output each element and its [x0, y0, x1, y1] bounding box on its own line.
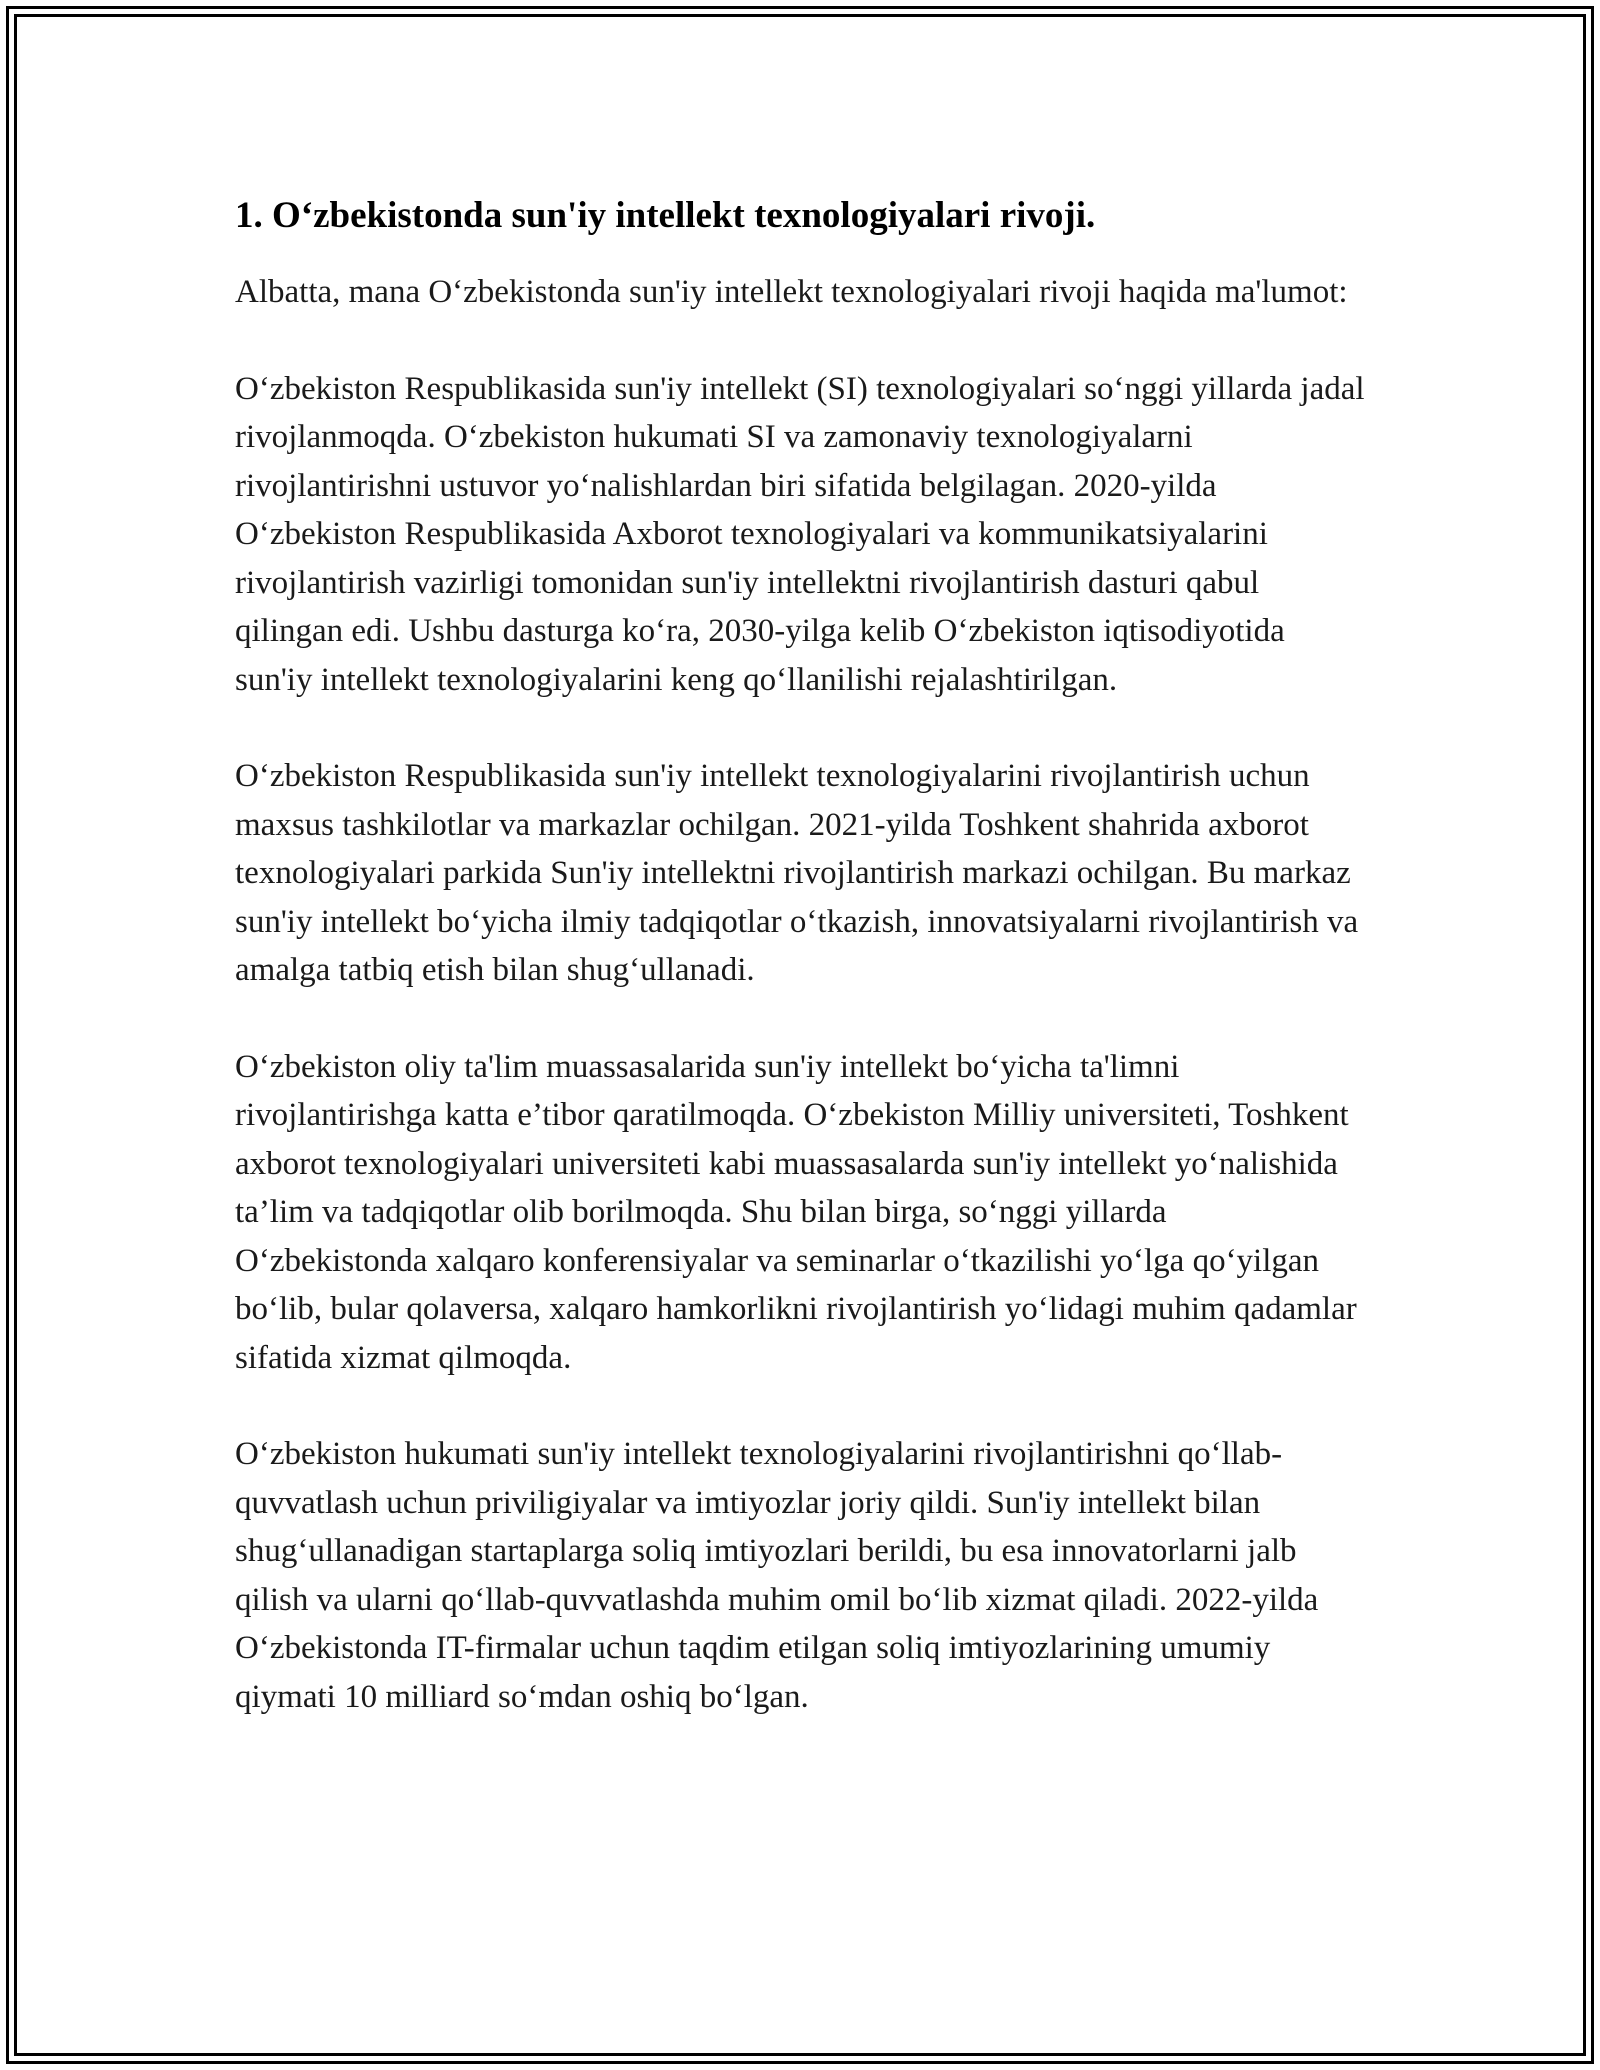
document-title: 1. O‘zbekistonda sun'iy intellekt texnologiyalari rivoji. [235, 195, 1096, 236]
paragraph-1: O‘zbekiston Respublikasida sun'iy intellekt (SI) texnologiyalari so‘nggi yillarda jadal rivojlanmoqda. O‘zbekiston hukumati SI va zamonaviy texnologiyalarni rivojlantirishni ustuvor yo‘nalishlardan biri sifatida belgilagan. 2020-yilda O‘zbekiston Respublikasida Axborot texnologiyalari va kommunikatsiyalarini rivojlantirish vazirligi tomonidan sun'iy intellektni rivojlantirish dasturi qabul qilingan edi. Ushbu dasturga ko‘ra, 2030-yilga kelib O‘zbekiston iqtisodiyotida sun'iy intellekt texnologiyalarini keng qo‘llanilishi rejalashtirilgan. [235, 370, 1365, 698]
paragraph-intro: Albatta, mana O‘zbekistonda sun'iy intellekt texnologiyalari rivoji haqida ma'lumot: [235, 274, 1348, 310]
paragraph-2: O‘zbekiston Respublikasida sun'iy intellekt texnologiyalarini rivojlantirish uchun maxsus tashkilotlar va markazlar ochilgan. 2021-yilda Toshkent shahrida axborot texnologiyalari parkida Sun'iy intellektni rivojlantirish markazi ochilgan. Bu markaz sun'iy intellekt bo‘yicha ilmiy tadqiqotlar o‘tkazish, innovatsiyalarni rivojlantirish va amalga tatbiq etish bilan shug‘ullanadi. [235, 758, 1359, 988]
paragraph-4: O‘zbekiston hukumati sun'iy intellekt texnologiyalarini rivojlantirishni qo‘llab-quvvatlash uchun priviligiyalar va imtiyozlar joriy qildi. Sun'iy intellekt bilan shug‘ullanadigan startaplarga soliq imtiyozlari berildi, bu esa innovatorlarni jalb qilish va ularni qo‘llab-quvvatlashda muhim omil bo‘lib xizmat qiladi. 2022-yilda O‘zbekistonda IT-firmalar uchun taqdim etilgan soliq imtiyozlarining umumiy qiymati 10 milliard so‘mdan oshiq bo‘lgan. [235, 1436, 1319, 1715]
document-body [235, 190, 1365, 1769]
paragraph-3: O‘zbekiston oliy ta'lim muassasalarida sun'iy intellekt bo‘yicha ta'limni rivojlantirishga katta e’tibor qaratilmoqda. O‘zbekiston Milliy universiteti, Toshkent axborot texnologiyalari universiteti kabi muassasalarda sun'iy intellekt yo‘nalishida ta’lim va tadqiqotlar olib borilmoqda. Shu bilan birga, so‘nggi yillarda O‘zbekistonda xalqaro konferensiyalar va seminarlar o‘tkazilishi yo‘lga qo‘yilgan bo‘lib, bular qolaversa, xalqaro hamkorlikni rivojlantirish yo‘lidagi muhim qadamlar sifatida xizmat qilmoqda. [235, 1048, 1357, 1376]
